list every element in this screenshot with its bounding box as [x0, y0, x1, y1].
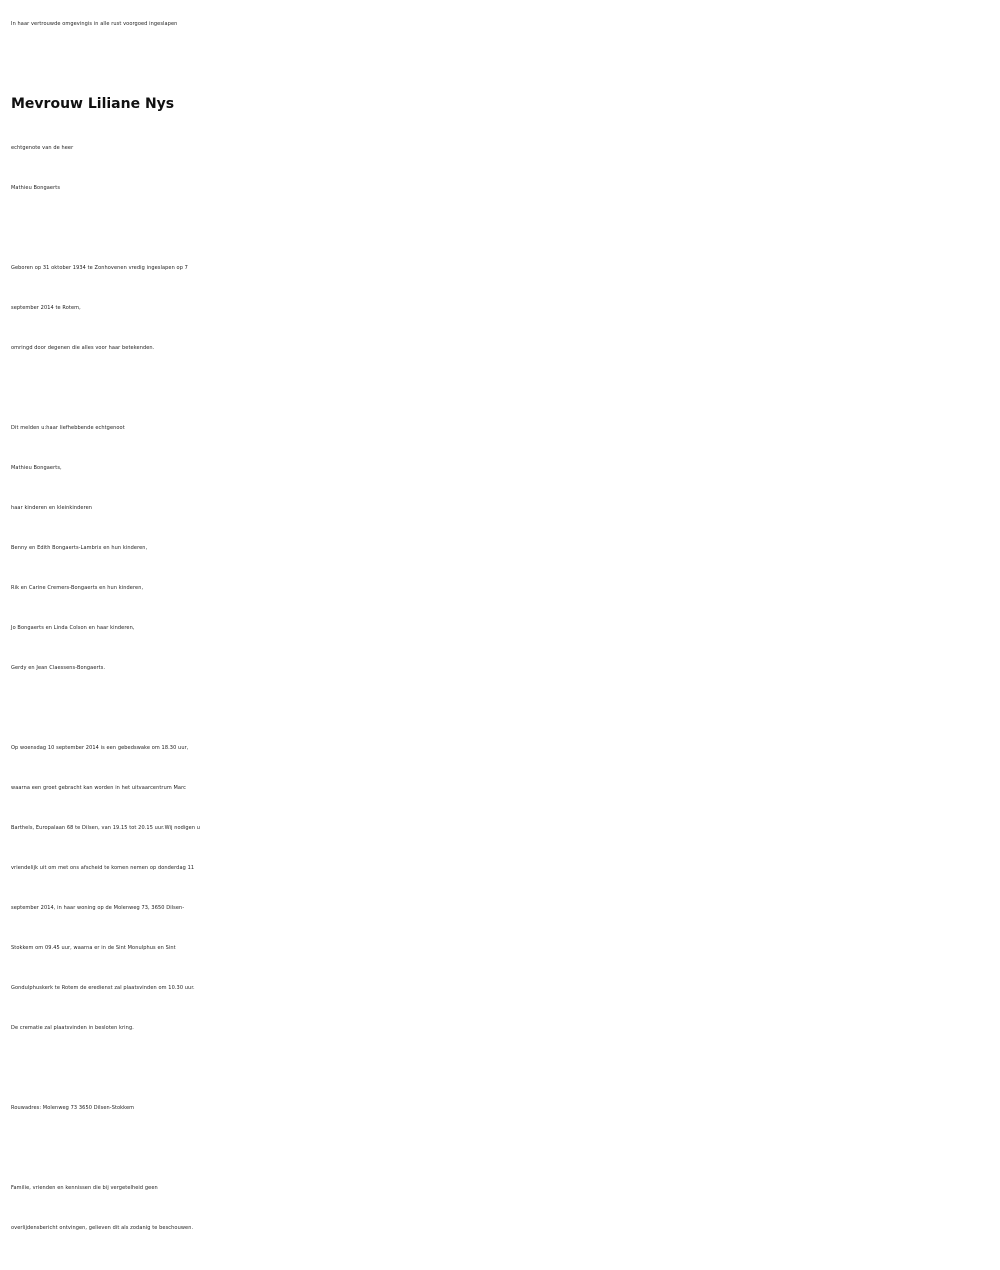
family-line: Mathieu Bongaerts, [11, 465, 62, 471]
spacer [11, 208, 1000, 248]
family-block [11, 408, 1000, 688]
intro-text: In haar vertrouwde omgevingis in alle rust voorgoed ingeslapen [11, 21, 178, 27]
family-line: haar kinderen en kleinkinderen [11, 505, 93, 511]
spacer [11, 688, 1000, 728]
ceremony-line: Barthels, Europalaan 68 te Dilsen, van 19.15 tot 20.15 uur.Wij nodigen u [11, 825, 201, 831]
ceremony-line: Gondulphuskerk te Rotem de eredienst zal plaatsvinden om 10.30 uur. [11, 985, 195, 991]
spouse-line: echtgenote van de heer [11, 145, 74, 151]
closing-line: overlijdensbericht ontvingen, gelieven dit als zodanig te beschouwen. [11, 1225, 194, 1231]
family-line: Gerdy en Jean Claessens-Bongaerts. [11, 665, 106, 671]
birth-block [11, 248, 1000, 368]
ceremony-line: vriendelijk uit om met ons afscheid te komen nemen op donderdag 11 [11, 865, 195, 871]
spouse-block [11, 128, 1000, 208]
ceremony-line: Stokkem om 09.45 uur, waarna er in de Sint Monulphus en Sint [11, 945, 176, 951]
deceased-name: Mevrouw Liliane Nys [11, 96, 175, 112]
mourning-address: Rouwadres: Molenweg 73 3650 Dilsen-Stokkem [11, 1105, 135, 1111]
spacer [11, 44, 1000, 82]
ceremony-line: waarna een groet gebracht kan worden in het uitvaarcentrum Marc [11, 785, 186, 791]
birth-line: Geboren op 31 oktober 1934 te Zonhovenen vredig ingeslapen op 7 [11, 265, 188, 271]
birth-line: omringd door degenen die alles voor haar betekenden. [11, 345, 155, 351]
spacer [11, 1048, 1000, 1088]
ceremony-line: september 2014, in haar woning op de Molenweg 73, 3650 Dilsen- [11, 905, 185, 911]
family-line: Benny en Edith Bongaerts-Lambrix en hun kinderen, [11, 545, 148, 551]
birth-line: september 2014 te Rotem, [11, 305, 81, 311]
ceremony-line: De crematie zal plaatsvinden in besloten kring. [11, 1025, 134, 1031]
closing-line: Familie, vrienden en kennissen die bij vergetelheid geen [11, 1185, 158, 1191]
family-line: Rik en Carine Cremers-Bongaerts en hun kinderen, [11, 585, 144, 591]
spacer [11, 368, 1000, 408]
ceremony-block [11, 728, 1000, 1048]
family-line: Jo Bongaerts en Linda Colson en haar kinderen, [11, 625, 135, 631]
ceremony-line: Op woensdag 10 september 2014 is een gebedswake om 18.30 uur, [11, 745, 189, 751]
family-line: Dit melden u:haar liefhebbende echtgenoot [11, 425, 125, 431]
spouse-line: Mathieu Bongaerts [11, 185, 61, 191]
spacer [11, 1128, 1000, 1168]
closing-block [11, 1168, 1000, 1248]
